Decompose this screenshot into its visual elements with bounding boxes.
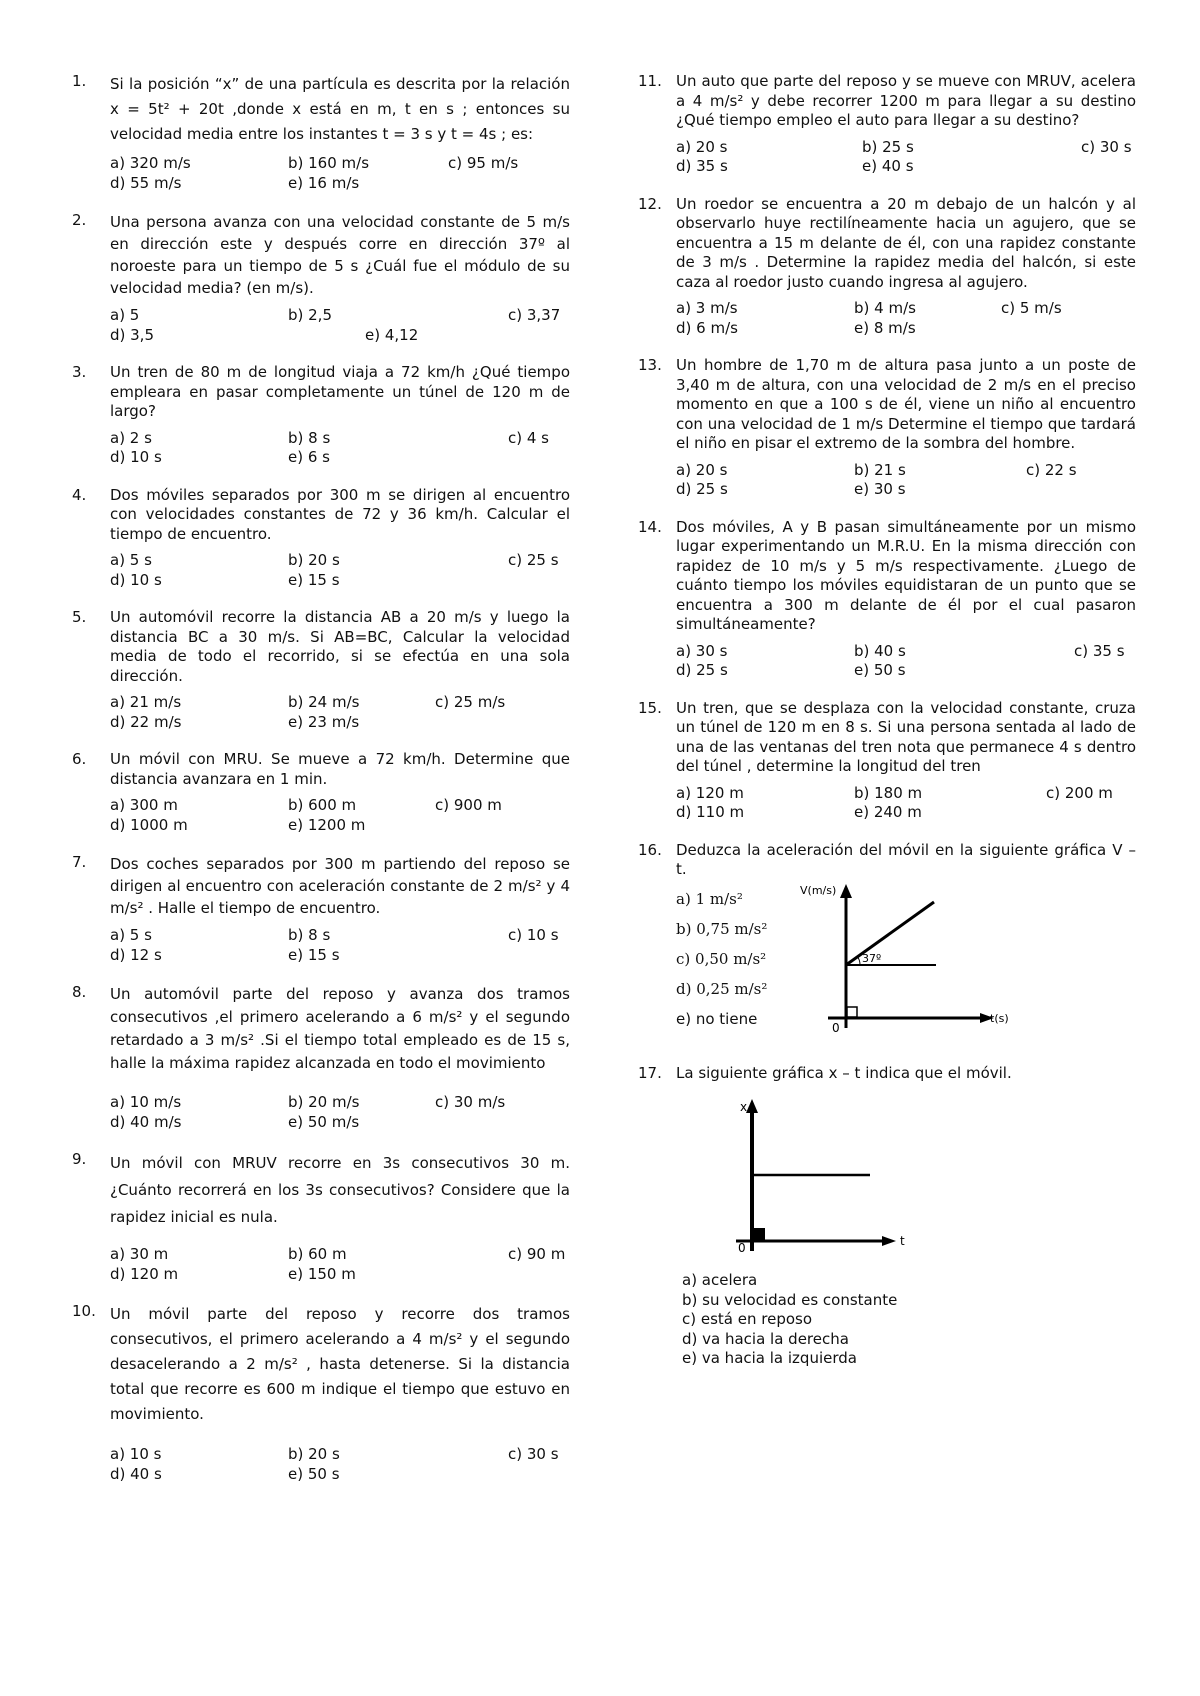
question-13 — [638, 356, 1136, 500]
option-a: a) 30 m — [110, 1245, 169, 1263]
option-d: d) 120 m — [110, 1264, 179, 1283]
option-c: c) 30 s — [1081, 137, 1132, 156]
option-d: d) 10 s — [110, 570, 162, 589]
option-d: d) 0,25 m/s² — [676, 979, 768, 998]
option-e: e) 150 m — [288, 1264, 356, 1283]
question-text: Si la posición “x” de una partícula es descrita por la relación x = 5t² + 20t ,donde x está en m, t en s ; entonces su velocidad media entre los instantes t = 3 s y t = 4s ; es: — [110, 75, 570, 143]
question-17 — [638, 1064, 1136, 1369]
question-number: 9. — [72, 1150, 87, 1168]
option-e: e) 4,12 — [365, 325, 419, 344]
options — [676, 784, 1136, 823]
y-axis-label: V(m/s) — [800, 883, 837, 897]
option-b: b) 600 m — [288, 796, 357, 814]
option-d: d) 40 m/s — [110, 1112, 182, 1131]
option-a: a) 5 — [110, 306, 140, 324]
question-7 — [72, 853, 570, 965]
option-b: b) 60 m — [288, 1245, 347, 1263]
options — [676, 461, 1136, 500]
question-number: 14. — [638, 517, 662, 536]
option-a: a) 20 s — [676, 137, 728, 156]
question-text: Una persona avanza con una velocidad constante de 5 m/s en dirección este y después corre en dirección 37º al noroeste para un tiempo de 5 s ¿Cuál fue el módulo de su velocidad media? (en m/s). — [110, 213, 570, 297]
option-e: e) 8 m/s — [854, 318, 916, 337]
option-a: a) 300 m — [110, 796, 178, 814]
question-16 — [638, 841, 1136, 1042]
options — [110, 306, 570, 345]
question-text: Deduzca la aceleración del móvil en la siguiente gráfica V – t. — [676, 840, 1136, 878]
question-2 — [72, 211, 570, 345]
question-text: Un tren, que se desplaza con la velocidad constante, cruza un túnel de 120 m en 8 s. Si una persona sentada al lado de una de las ventanas del tren nota que permanece 4 s dentro del túnel , determine la longitud del tren — [676, 698, 1136, 775]
question-5 — [72, 608, 570, 732]
option-c: c) 25 m/s — [435, 693, 506, 711]
option-d: d) 12 s — [110, 945, 162, 964]
option-d: d) 25 s — [676, 661, 728, 679]
option-b: b) 20 s — [288, 551, 340, 569]
option-b: b) 2,5 — [288, 306, 332, 324]
question-4 — [72, 486, 570, 591]
question-10 — [72, 1302, 570, 1484]
option-e: e) 40 s — [862, 157, 914, 175]
question-14 — [638, 518, 1136, 681]
options — [110, 1093, 570, 1132]
option-e: e) 50 m/s — [288, 1112, 360, 1131]
x-axis-arrowhead — [882, 1236, 896, 1246]
option-e: e) 6 s — [288, 448, 330, 466]
option-e: e) 240 m — [854, 803, 922, 821]
option-d: d) 35 s — [676, 157, 728, 175]
option-a: a) 2 s — [110, 428, 152, 447]
velocity-line — [846, 902, 934, 965]
option-a: a) acelera — [682, 1271, 758, 1289]
question-text: Dos coches separados por 300 m partiendo del reposo se dirigen al encuentro con aceleración constante de 2 m/s² y 4 m/s² . Halle el tiempo de encuentro. — [110, 855, 570, 917]
option-e: e) 15 s — [288, 945, 340, 964]
angle-label: 37º — [862, 951, 882, 965]
option-b: b) 8 s — [288, 926, 331, 944]
option-b: b) 25 s — [862, 137, 914, 156]
option-e: e) 16 m/s — [288, 173, 360, 192]
option-b: b) 160 m/s — [288, 154, 370, 172]
angle-arc — [857, 956, 860, 965]
option-a: a) 3 m/s — [676, 299, 738, 317]
option-a: a) 30 s — [676, 641, 728, 660]
option-c: c) 30 s — [508, 1445, 559, 1463]
option-c: c) 22 s — [1026, 460, 1077, 479]
option-a: a) 5 s — [110, 926, 152, 944]
option-c: c) 0,50 m/s² — [676, 949, 767, 968]
option-a: a) 10 s — [110, 1445, 162, 1463]
question-number: 8. — [72, 983, 87, 1001]
velocity-time-graph — [800, 880, 1036, 1042]
option-d: d) 10 s — [110, 448, 162, 466]
right-column — [638, 72, 1136, 1387]
question-number: 7. — [72, 853, 87, 871]
question-number: 2. — [72, 211, 87, 229]
option-b: b) 180 m — [854, 783, 923, 802]
question-number: 4. — [72, 485, 87, 504]
option-b: b) su velocidad es constante — [682, 1290, 898, 1309]
option-d: d) 22 m/s — [110, 712, 182, 731]
origin-label: 0 — [832, 1020, 840, 1035]
y-axis-arrowhead — [746, 1099, 758, 1113]
option-d: d) 40 s — [110, 1464, 162, 1483]
option-a: a) 320 m/s — [110, 154, 191, 172]
option-d: d) 1000 m — [110, 815, 188, 834]
x-axis-label: t — [900, 1234, 905, 1248]
option-e: e) va hacia la izquierda — [682, 1349, 857, 1367]
option-c: c) 35 s — [1074, 641, 1125, 660]
option-c: c) 10 s — [508, 926, 559, 944]
option-c: c) 5 m/s — [1001, 299, 1062, 317]
y-axis-arrowhead — [840, 884, 852, 898]
question-number: 10. — [72, 1302, 96, 1320]
question-number: 12. — [638, 194, 662, 213]
option-c: c) 30 m/s — [435, 1093, 506, 1111]
question-text: Dos móviles separados por 300 m se dirigen al encuentro con velocidades constantes de 72 y 36 km/h. Calcular el tiempo de encuentro. — [110, 485, 570, 543]
x-axis-label: t(s) — [990, 1011, 1009, 1025]
option-a: a) 5 s — [110, 551, 152, 569]
question-8 — [72, 983, 570, 1132]
question-1 — [72, 72, 570, 193]
question-number: 6. — [72, 750, 87, 768]
option-e: e) no tiene — [676, 1009, 758, 1028]
option-b: b) 24 m/s — [288, 693, 360, 711]
question-text: Un móvil con MRU. Se mueve a 72 km/h. Determine que distancia avanzara en 1 min. — [110, 750, 570, 788]
right-angle-marker — [847, 1007, 857, 1017]
question-text: Un hombre de 1,70 m de altura pasa junto a un poste de 3,40 m de altura, con una velocidad de 2 m/s en el preciso momento en que a 100 s de él, viene un niño al encuentro con una velocidad de 1 m/s Determine el tiempo que tardará el niño en pisar el extremo de la sombra del hombre. — [676, 356, 1136, 452]
options — [676, 138, 1136, 177]
options — [676, 642, 1136, 681]
options — [110, 1245, 570, 1284]
question-number: 1. — [72, 72, 87, 90]
option-d: d) 55 m/s — [110, 173, 182, 192]
left-column — [72, 72, 570, 1502]
question-text: Un auto que parte del reposo y se mueve con MRUV, acelera a 4 m/s² y debe recorrer 1200 m para llegar a su destino ¿Qué tiempo empleo el auto para llegar a su destino? — [676, 72, 1136, 129]
options — [110, 796, 570, 835]
option-d: d) 110 m — [676, 803, 745, 821]
question-number: 13. — [638, 356, 662, 374]
option-c: c) está en reposo — [682, 1310, 813, 1328]
options — [682, 1271, 1136, 1369]
question-number: 11. — [638, 72, 662, 90]
question-15 — [638, 699, 1136, 823]
option-e: e) 23 m/s — [288, 712, 360, 731]
option-c: c) 25 s — [508, 551, 559, 569]
option-d: d) va hacia la derecha — [682, 1329, 849, 1348]
position-time-graph — [722, 1093, 922, 1255]
question-number: 16. — [638, 840, 662, 859]
option-a: a) 10 m/s — [110, 1093, 182, 1111]
question-text: Un tren de 80 m de longitud viaja a 72 km/h ¿Qué tiempo empleara en pasar completamente un túnel de 120 m de largo? — [110, 363, 570, 420]
question-text: Dos móviles, A y B pasan simultáneamente por un mismo lugar experimentando un M.R.U. En la misma dirección con rapidez de 10 m/s y 5 m/s respectivamente. ¿Luego de cuánto tiempo los móviles equidistaran de un punto que se encuentra a 300 m delante de él por el cual pasaron simultáneamente? — [676, 517, 1136, 633]
question-text: La siguiente gráfica x – t indica que el móvil. — [676, 1063, 1012, 1082]
origin-marker — [753, 1228, 765, 1240]
options — [110, 154, 570, 193]
question-12 — [638, 195, 1136, 339]
origin-label: 0 — [738, 1241, 746, 1255]
option-b: b) 40 s — [854, 641, 906, 660]
option-a: a) 21 m/s — [110, 693, 182, 711]
question-text: Un automóvil parte del reposo y avanza dos tramos consecutivos ,el primero acelerando a 6 m/s² y el segundo retardado a 3 m/s² .Si el tiempo total empleado es de 15 s, halle la máxima rapidez alcanzada en todo el movimiento — [110, 985, 570, 1072]
option-b: b) 20 s — [288, 1445, 340, 1463]
question-text: Un móvil con MRUV recorre en 3s consecutivos 30 m. ¿Cuánto recorrerá en los 3s consecutivos? Considere que la rapidez inicial es nula. — [110, 1154, 570, 1226]
option-e: e) 1200 m — [288, 815, 366, 834]
option-e: e) 30 s — [854, 480, 906, 498]
option-c: c) 4 s — [508, 428, 549, 447]
option-e: e) 50 s — [288, 1464, 340, 1483]
y-axis-label: x — [740, 1100, 748, 1114]
options — [110, 429, 570, 468]
option-c: c) 200 m — [1046, 783, 1113, 802]
option-e: e) 50 s — [854, 661, 906, 679]
option-d: d) 3,5 — [110, 325, 154, 344]
option-b: b) 21 s — [854, 460, 906, 479]
question-text: Un automóvil recorre la distancia AB a 20 m/s y luego la distancia BC a 30 m/s. Si AB=BC, Calcular la velocidad media de todo el recorrido, si se efectúa en una sola dirección. — [110, 608, 570, 685]
question-11 — [638, 72, 1136, 177]
option-b: b) 4 m/s — [854, 299, 916, 317]
option-d: d) 25 s — [676, 480, 728, 498]
option-c: c) 95 m/s — [448, 154, 519, 172]
question-3 — [72, 363, 570, 468]
question-number: 17. — [638, 1063, 662, 1082]
question-number: 15. — [638, 698, 662, 717]
question-text: Un móvil parte del reposo y recorre dos tramos consecutivos, el primero acelerando a 4 m/s² y el segundo desacelerando a 2 m/s² , hasta detenerse. Si la distancia total que recorre es 600 m indique el tiempo que estuvo en movimiento. — [110, 1305, 570, 1423]
option-b: b) 20 m/s — [288, 1093, 360, 1111]
question-number: 5. — [72, 608, 87, 626]
option-b: b) 8 s — [288, 428, 331, 447]
option-d: d) 6 m/s — [676, 318, 738, 337]
option-a: a) 1 m/s² — [676, 889, 743, 908]
options — [676, 299, 1136, 338]
question-6 — [72, 750, 570, 835]
question-text: Un roedor se encuentra a 20 m debajo de un halcón y al observarlo huye rectilíneamente hacia un agujero, que se encuentra a 15 m delante de él, con una rapidez constante de 3 m/s . Determine la rapidez media del halcón, si este caza al roedor justo cuando ingresa al agujero. — [676, 194, 1136, 291]
question-9 — [72, 1150, 570, 1284]
option-c: c) 900 m — [435, 796, 502, 814]
options — [110, 551, 570, 590]
option-a: a) 20 s — [676, 460, 728, 479]
options — [110, 926, 570, 965]
question-number: 3. — [72, 363, 87, 381]
option-a: a) 120 m — [676, 783, 744, 802]
options — [110, 693, 570, 732]
option-e: e) 15 s — [288, 570, 340, 589]
option-c: c) 3,37 — [508, 306, 561, 324]
option-c: c) 90 m — [508, 1245, 566, 1263]
options — [110, 1445, 570, 1484]
option-b: b) 0,75 m/s² — [676, 919, 768, 938]
